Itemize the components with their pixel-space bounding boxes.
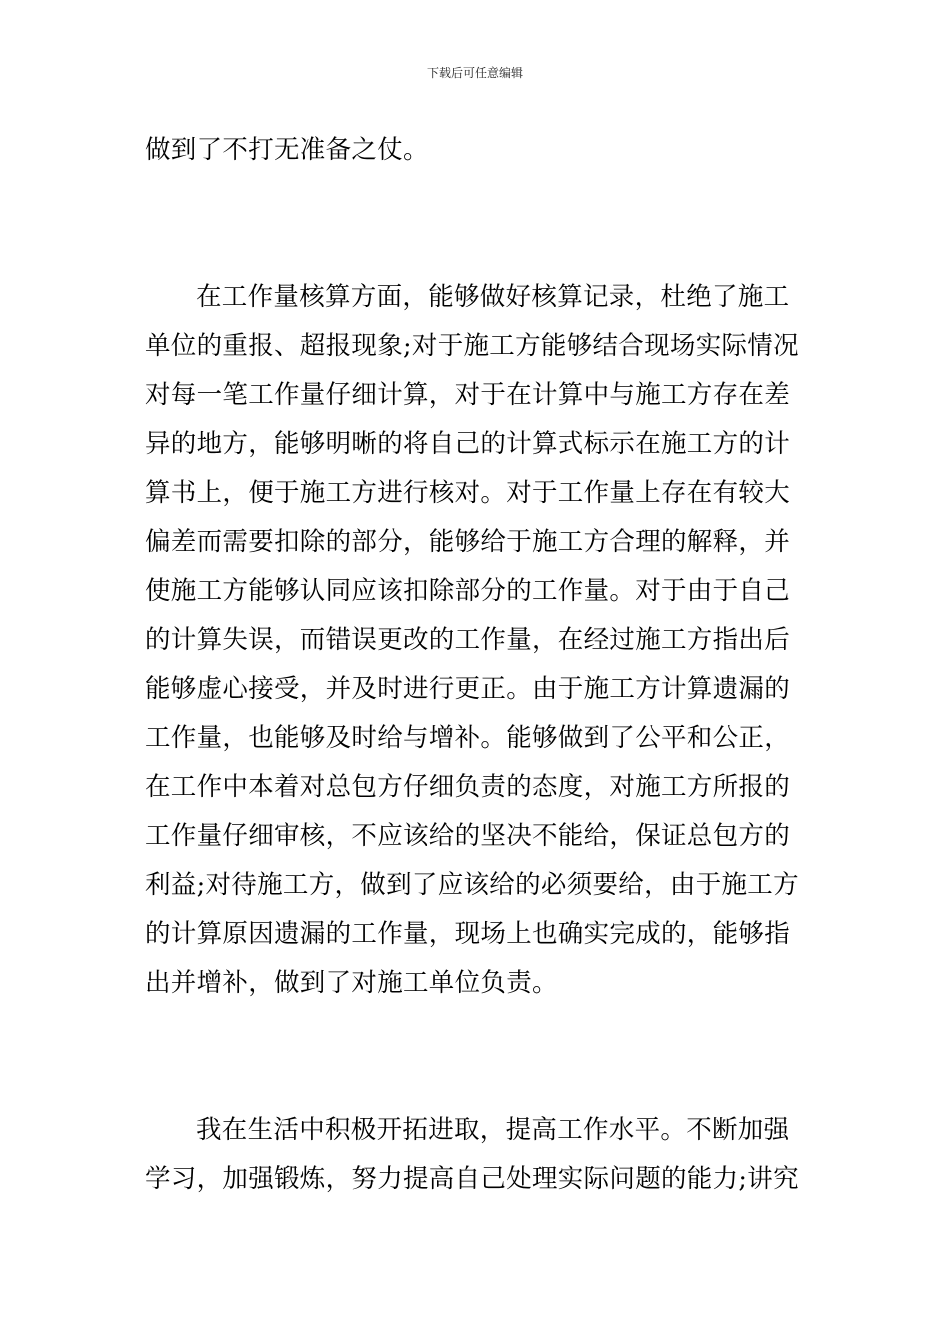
paragraph-line: 异的地方，能够明晰的将自己的计算式标示在施工方的计 bbox=[145, 429, 791, 459]
paragraph-line: 工作量仔细审核，不应该给的坚决不能给，保证总包方的 bbox=[145, 821, 791, 851]
paragraph-line: 工作量，也能够及时给与增补。能够做到了公平和公正， bbox=[145, 723, 791, 753]
paragraph-2 bbox=[145, 273, 810, 1008]
paragraph-line: 偏差而需要扣除的部分，能够给于施工方合理的解释，并 bbox=[145, 527, 791, 557]
paragraph-line: 在工作量核算方面，能够做好核算记录，杜绝了施工 bbox=[196, 282, 790, 312]
paragraph-line: 学习，加强锻炼，努力提高自己处理实际问题的能力;讲究 bbox=[145, 1164, 799, 1194]
paragraph-gap bbox=[145, 1008, 810, 1106]
paragraph-line: 利益;对待施工方，做到了应该给的必须要给，由于施工方 bbox=[145, 870, 799, 900]
paragraph-line: 在工作中本着对总包方仔细负责的态度，对施工方所报的 bbox=[145, 772, 791, 802]
paragraph-line: 出并增补，做到了对施工单位负责。 bbox=[145, 968, 558, 998]
paragraph-line: 对每一笔工作量仔细计算，对于在计算中与施工方存在差 bbox=[145, 380, 791, 410]
paragraph-line: 我在生活中积极开拓进取，提高工作水平。不断加强 bbox=[196, 1115, 790, 1145]
paragraph-line: 使施工方能够认同应该扣除部分的工作量。对于由于自己 bbox=[145, 576, 791, 606]
paragraph-line: 做到了不打无准备之仗。 bbox=[145, 135, 429, 165]
paragraph-1 bbox=[145, 126, 810, 175]
paragraph-line: 的计算失误，而错误更改的工作量，在经过施工方指出后 bbox=[145, 625, 791, 655]
document-body bbox=[145, 126, 810, 1204]
paragraph-line: 能够虚心接受，并及时进行更正。由于施工方计算遗漏的 bbox=[145, 674, 791, 704]
paragraph-gap bbox=[145, 175, 810, 273]
page-header: 下载后可任意编辑 bbox=[426, 66, 523, 80]
paragraph-3 bbox=[145, 1106, 810, 1204]
paragraph-line: 的计算原因遗漏的工作量，现场上也确实完成的，能够指 bbox=[145, 919, 791, 949]
paragraph-line: 算书上，便于施工方进行核对。对于工作量上存在有较大 bbox=[145, 478, 791, 508]
paragraph-line: 单位的重报、超报现象;对于施工方能够结合现场实际情况 bbox=[145, 331, 799, 361]
